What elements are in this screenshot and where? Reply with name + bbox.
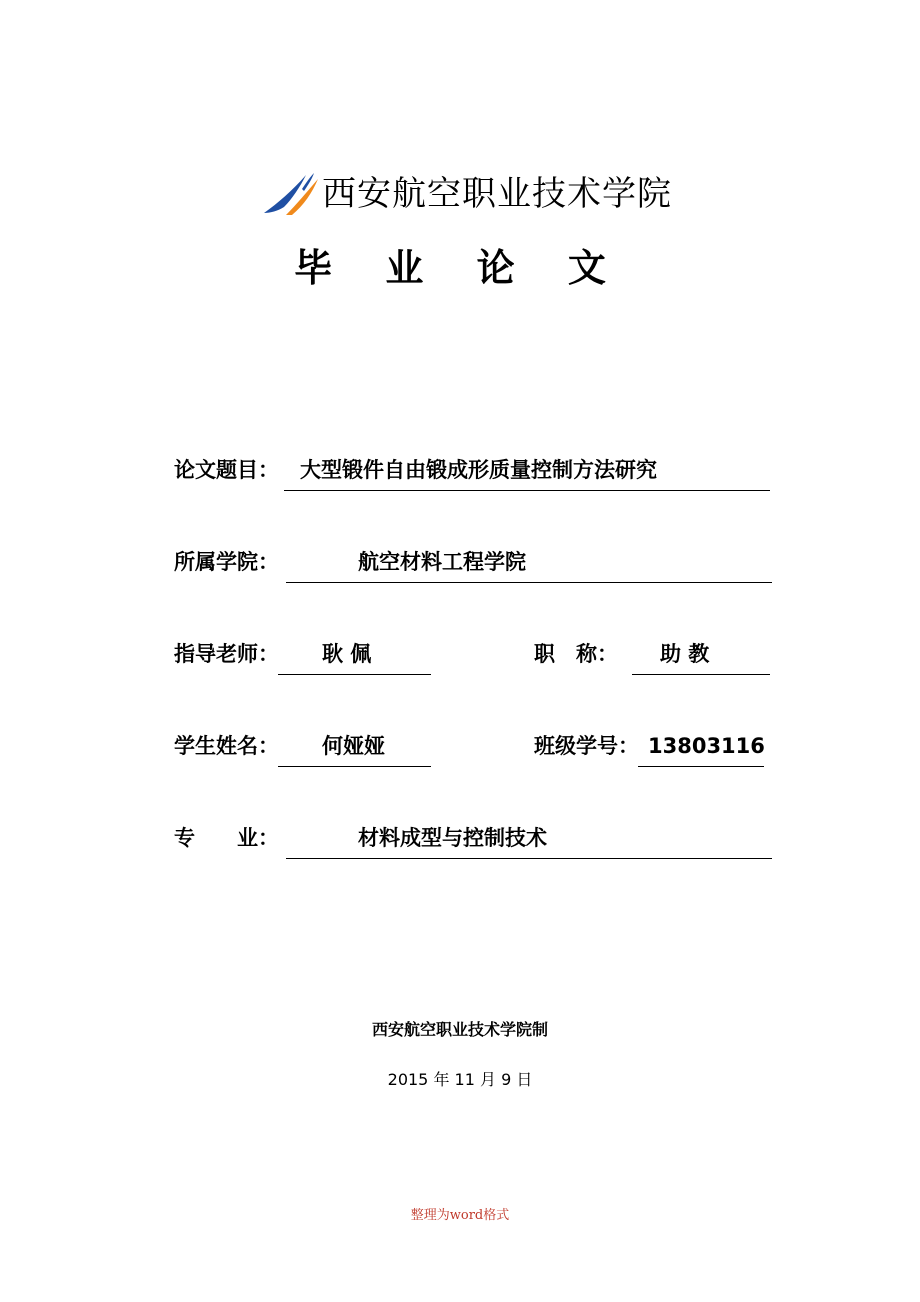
major-row (174, 818, 774, 858)
college-value: 航空材料工程学院 (358, 550, 526, 574)
watermark-text: 整理为word格式 (410, 1208, 510, 1223)
thesis-title-row (174, 450, 774, 490)
issuing-organization: 西安航空职业技术学院制 (371, 1020, 548, 1039)
class-label: 班级学号： (534, 734, 639, 758)
school-name: 西安航空职业技术学院 (322, 174, 672, 214)
student-value: 何娅娅 (322, 734, 385, 758)
thesis-title-value: 大型锻件自由锻成形质量控制方法研究 (300, 458, 657, 482)
document-date: 2015 年 11 月 9 日 (387, 1070, 533, 1089)
college-row (174, 542, 774, 582)
thesis-title-label: 论文题目： (174, 458, 279, 482)
college-label: 所属学院： (174, 550, 279, 574)
major-value: 材料成型与控制技术 (358, 826, 547, 850)
major-label: 专 业： (174, 826, 279, 850)
class-value: 13803116 (648, 734, 765, 758)
rank-label: 职 称： (534, 642, 618, 666)
school-logo-icon (262, 169, 322, 219)
school-header (262, 164, 672, 224)
advisor-row (174, 634, 774, 674)
document-title: 毕 业 论 文 (294, 246, 626, 290)
student-row (174, 726, 774, 766)
student-label: 学生姓名： (174, 734, 279, 758)
advisor-label: 指导老师： (174, 642, 279, 666)
rank-value: 助 教 (660, 642, 710, 666)
advisor-value: 耿 佩 (322, 642, 372, 666)
